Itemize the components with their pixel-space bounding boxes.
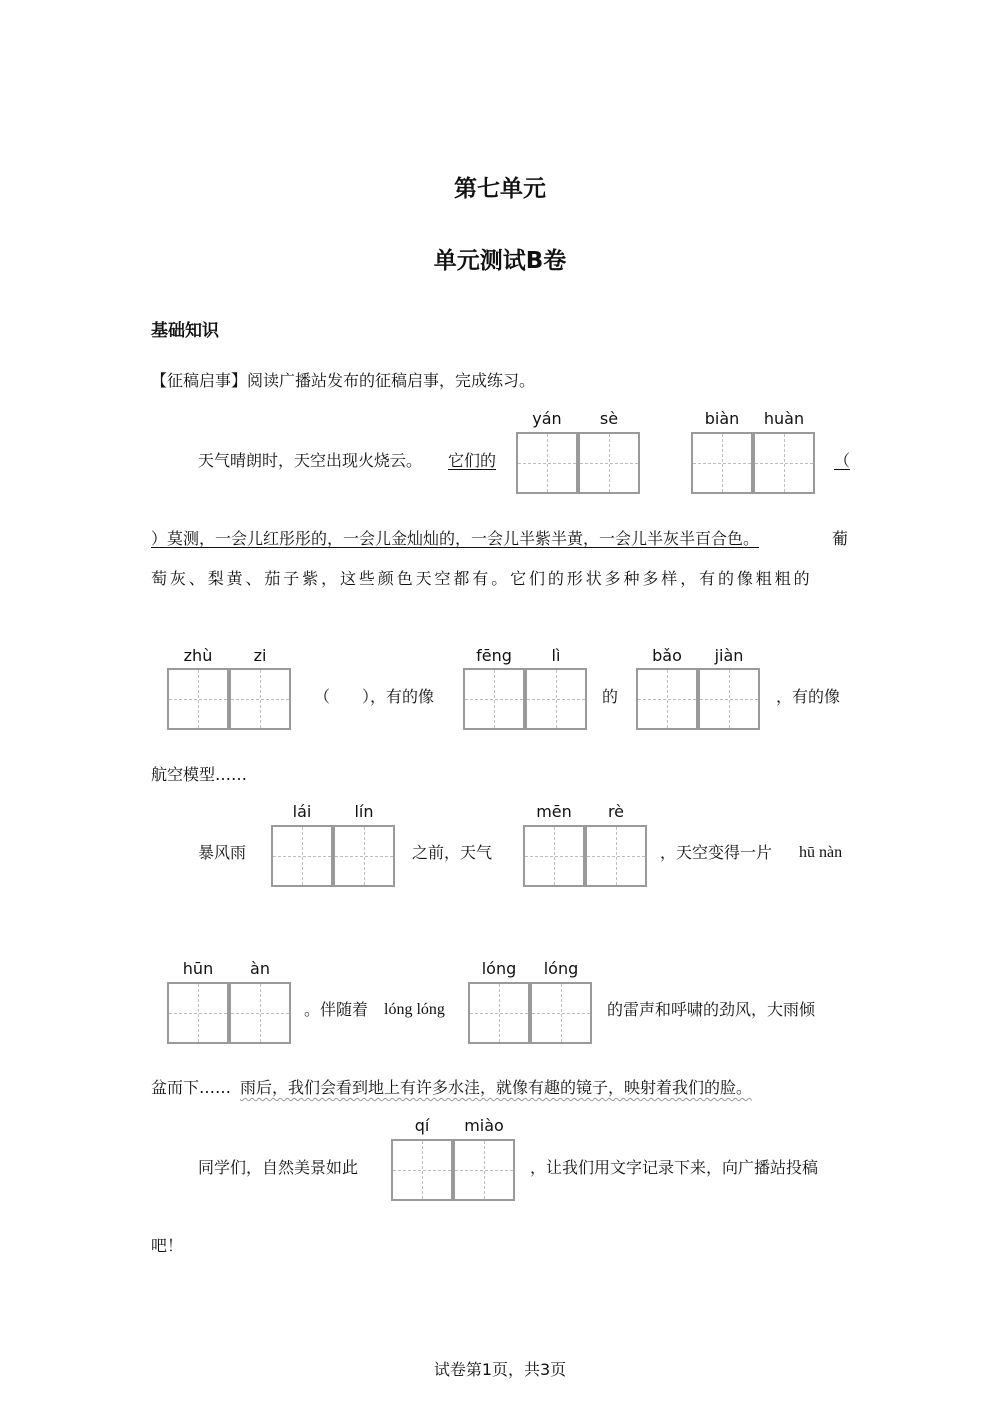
tianzige-box[interactable] <box>525 668 587 730</box>
underlined-text: （ <box>833 451 850 470</box>
pinyin-label: mēn <box>536 802 572 821</box>
pinyin-label: lóng <box>481 959 517 978</box>
tianzige-box[interactable] <box>516 432 578 494</box>
tianzige-box[interactable] <box>229 668 291 730</box>
passage-text: 暴风雨 <box>198 843 247 862</box>
passage-text: 航空模型…… <box>151 765 248 784</box>
tianzige-box[interactable] <box>229 982 291 1044</box>
page-footer: 试卷第1页，共3页 <box>433 1360 567 1379</box>
underlined-text: ）莫测，一会儿红彤彤的，一会儿金灿灿的，一会儿半紫半黄，一会儿半灰半百合色。 <box>151 529 760 548</box>
inline-pinyin: lóng lóng <box>384 1001 445 1018</box>
passage-text: （ ），有的像 <box>314 687 435 706</box>
tianzige-box[interactable] <box>463 668 525 730</box>
tianzige-box[interactable] <box>271 825 333 887</box>
pinyin-label: lái <box>292 802 312 821</box>
tianzige-box[interactable] <box>523 825 585 887</box>
pinyin-label: huàn <box>763 409 805 428</box>
passage-text: 葡 <box>832 529 849 548</box>
tianzige-box[interactable] <box>391 1139 453 1201</box>
passage-text: 之前，天气 <box>412 843 493 862</box>
passage-text: 吧！ <box>151 1236 184 1255</box>
passage-text: 萄灰、梨黄、茄子紫，这些颜色天空都有。它们的形状多种多样，有的像粗粗的 <box>151 569 813 588</box>
section-heading: 基础知识 <box>151 321 219 341</box>
tianzige-box[interactable] <box>167 982 229 1044</box>
underlined-text: 它们的 <box>448 451 497 470</box>
pinyin-label: lín <box>354 802 374 821</box>
passage-text: ，有的像 <box>776 687 841 706</box>
pinyin-label: bǎo <box>652 646 682 665</box>
pinyin-label: àn <box>250 959 270 978</box>
pinyin-label: jiàn <box>714 646 744 665</box>
tianzige-box[interactable] <box>530 982 592 1044</box>
tianzige-box[interactable] <box>691 432 753 494</box>
tianzige-box[interactable] <box>333 825 395 887</box>
passage-text: 天气晴朗时，天空出现火烧云。 <box>198 451 423 470</box>
tianzige-box[interactable] <box>453 1139 515 1201</box>
passage-text: 盆而下…… <box>151 1078 232 1097</box>
passage-text: ，天空变得一片 <box>660 843 773 862</box>
pinyin-label: sè <box>599 409 619 428</box>
passage-text: 的雷声和呼啸的劲风，大雨倾 <box>607 1000 816 1019</box>
inline-pinyin: hū nàn <box>799 844 843 861</box>
pinyin-label: qí <box>414 1116 430 1135</box>
wavy-underlined-text: 雨后，我们会看到地上有许多水洼，就像有趣的镜子，映射着我们的脸。 <box>240 1078 753 1097</box>
pinyin-label: yán <box>532 409 562 428</box>
instruction-text: 【征稿启事】阅读广播站发布的征稿启事，完成练习。 <box>151 371 536 390</box>
pinyin-label: biàn <box>704 409 740 428</box>
pinyin-label: lì <box>551 646 561 665</box>
pinyin-label: zi <box>253 646 267 665</box>
page-subtitle: 单元测试B卷 <box>433 248 567 274</box>
pinyin-label: fēng <box>476 646 512 665</box>
pinyin-label: hūn <box>182 959 214 978</box>
passage-text: 同学们，自然美景如此 <box>198 1158 359 1177</box>
pinyin-label: rè <box>607 802 625 821</box>
passage-text: 的 <box>602 687 619 706</box>
tianzige-box[interactable] <box>636 668 698 730</box>
tianzige-box[interactable] <box>753 432 815 494</box>
tianzige-box[interactable] <box>698 668 760 730</box>
pinyin-label: lóng <box>543 959 579 978</box>
tianzige-box[interactable] <box>167 668 229 730</box>
tianzige-box[interactable] <box>585 825 647 887</box>
passage-text: 。伴随着 <box>304 1000 369 1019</box>
page-title: 第七单元 <box>454 176 546 202</box>
passage-text: ，让我们用文字记录下来，向广播站投稿 <box>530 1158 819 1177</box>
pinyin-label: miào <box>464 1116 504 1135</box>
tianzige-box[interactable] <box>578 432 640 494</box>
tianzige-box[interactable] <box>468 982 530 1044</box>
pinyin-label: zhù <box>183 646 213 665</box>
